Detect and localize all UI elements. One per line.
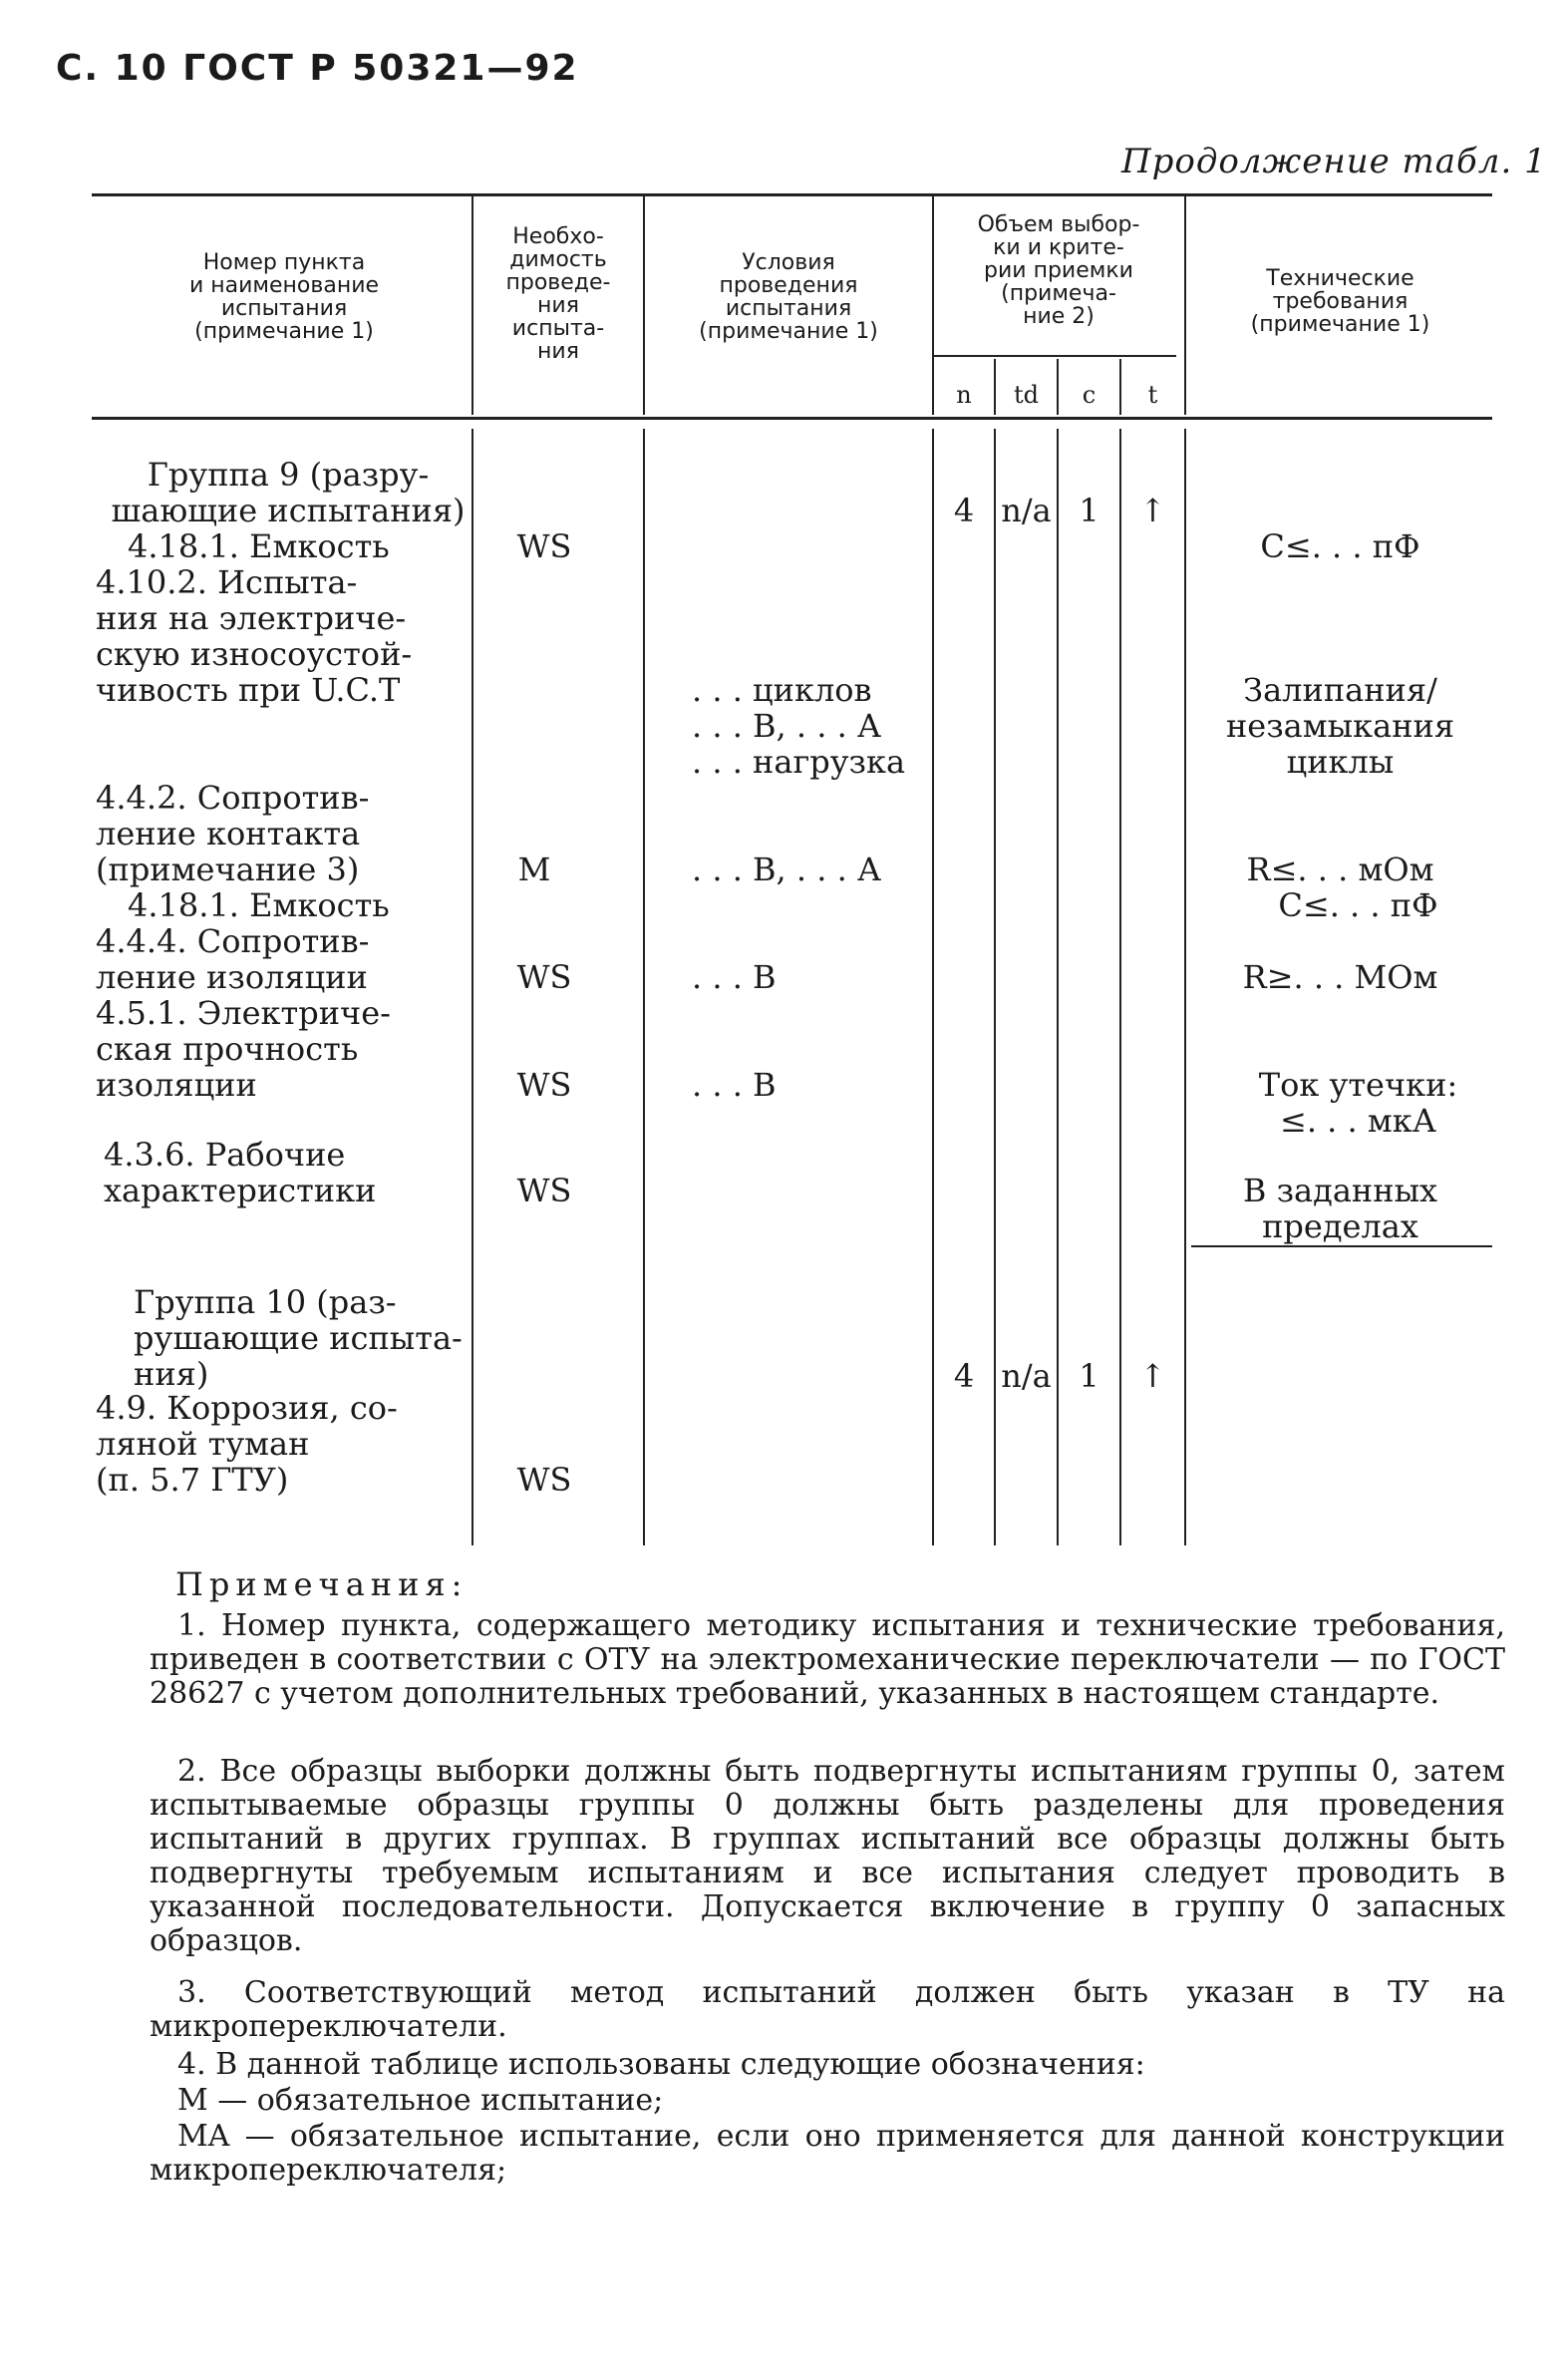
table-top-rule	[92, 193, 1492, 196]
subheader-t: t	[1147, 381, 1158, 409]
group10-c: 1	[1079, 1357, 1099, 1395]
item-necessity: WS	[516, 1172, 572, 1209]
item-name: 4.3.6. Рабочие характеристики	[104, 1136, 377, 1209]
header-requirements: Технические требования (примечание 1)	[1250, 266, 1430, 337]
col-divider-2h	[643, 195, 645, 415]
item-requirement: R≥. . . МОм	[1242, 958, 1438, 996]
item-name: 4.4.2. Сопротив- ление контакта (примечание 3)	[96, 779, 370, 888]
group9-td: n/a	[1001, 492, 1052, 529]
item-name: 4.18.1. Емкость	[128, 527, 390, 565]
header-necessity: Необхо- димость проведе- ния испыта- ния	[505, 224, 611, 364]
item-name: 4.5.1. Электриче- ская прочность изоляции	[96, 994, 391, 1104]
item-necessity: WS	[516, 958, 572, 996]
subheader-n: n	[956, 381, 972, 409]
item-name: 4.4.4. Сопротив- ление изоляции	[96, 922, 370, 996]
header-sample-criteria: Объем выбор- ки и крите- рии приемки (примеча- ние 2)	[977, 212, 1140, 329]
item-conditions: . . . В	[692, 958, 777, 996]
item-necessity: WS	[516, 1066, 572, 1104]
item-name: 4.18.1. Емкость	[128, 886, 390, 924]
group10-title: Группа 10 (раз- рушающие испыта- ния)	[134, 1283, 463, 1393]
note-4: 4. В данной таблице использованы следующие обозначения:	[177, 2047, 1145, 2082]
group10-n: 4	[953, 1357, 975, 1395]
note-designation-m: M — обязательное испытание;	[177, 2083, 664, 2118]
item-name: 4.10.2. Испыта- ния на электриче- скую износоустой- чивость при U.C.T	[96, 563, 413, 709]
item-necessity: WS	[516, 1461, 572, 1499]
item-conditions: . . . В, . . . А	[692, 850, 882, 888]
requirements-end-rule	[1191, 1245, 1492, 1247]
header-item-number: Номер пункта и наименование испытания (примечание 1)	[188, 250, 380, 344]
subheader-td: td	[1013, 381, 1039, 409]
group10-td: n/a	[1001, 1357, 1052, 1395]
item-conditions: . . . циклов . . . В, . . . А . . . нагрузка	[692, 671, 906, 781]
note-3: 3. Соответствующий метод испытаний должен быть указан в ТУ на микропереключатели.	[150, 1975, 1505, 2044]
note-2: 2. Все образцы выборки должны быть подвергнуты испытаниям группы 0, затем испытываемые образцы группы 0 должны быть разделены для проведения испытаний в других группах. В группах испытаний все образцы должны быть подвергнуты требуемым испытаниям и все испытания следует проводить в указанной последовательности. Допускается включение в группу 0 запасных образцов.	[150, 1754, 1505, 1958]
item-requirement: В заданных пределах	[1242, 1172, 1438, 1245]
item-conditions: . . . В	[692, 1066, 777, 1104]
subheader-c: c	[1082, 381, 1097, 409]
item-necessity: M	[517, 850, 551, 888]
col-divider-1	[471, 429, 473, 1545]
page-header: С. 10 ГОСТ Р 50321—92	[56, 48, 579, 89]
group9-n: 4	[953, 492, 975, 529]
header-conditions: Условия проведения испытания (примечание 1)	[699, 250, 878, 344]
sample-subheader-rule	[934, 355, 1176, 357]
item-requirement: C≤. . . пФ	[1260, 527, 1420, 565]
group9-c: 1	[1079, 492, 1099, 529]
item-necessity: WS	[516, 527, 572, 565]
item-name: 4.9. Коррозия, со- ляной туман (п. 5.7 ГТУ)	[96, 1389, 398, 1499]
group10-t-arrow: ↑	[1139, 1357, 1166, 1395]
col-divider-2	[643, 429, 645, 1545]
group9-title: Группа 9 (разру- шающие испытания)	[111, 456, 466, 529]
col-divider-4	[1184, 429, 1186, 1545]
table-continuation-label: Продолжение табл. 1	[1121, 142, 1547, 181]
col-divider-1h	[471, 195, 473, 415]
notes-title: Примечания:	[175, 1565, 469, 1603]
item-requirement: R≤. . . мОм	[1246, 850, 1434, 888]
group9-t-arrow: ↑	[1139, 492, 1166, 529]
item-requirement: Залипания/ незамыкания циклы	[1225, 671, 1455, 781]
table-header-rule	[92, 417, 1492, 420]
note-designation-ma: MA — обязательное испытание, если оно применяется для данной конструкции микропереключателя;	[150, 2119, 1505, 2188]
item-requirement: Ток утечки: ≤. . . мкА	[1258, 1066, 1458, 1140]
col-divider-4h	[1184, 195, 1186, 415]
note-1: 1. Номер пункта, содержащего методику испытания и технические требования, приведен в соответствии с ОТУ на электромеханические переключатели — по ГОСТ 28627 с учетом дополнительных требований, указанных в настоящем стандарте.	[150, 1608, 1505, 1711]
item-requirement: C≤. . . пФ	[1278, 886, 1438, 924]
